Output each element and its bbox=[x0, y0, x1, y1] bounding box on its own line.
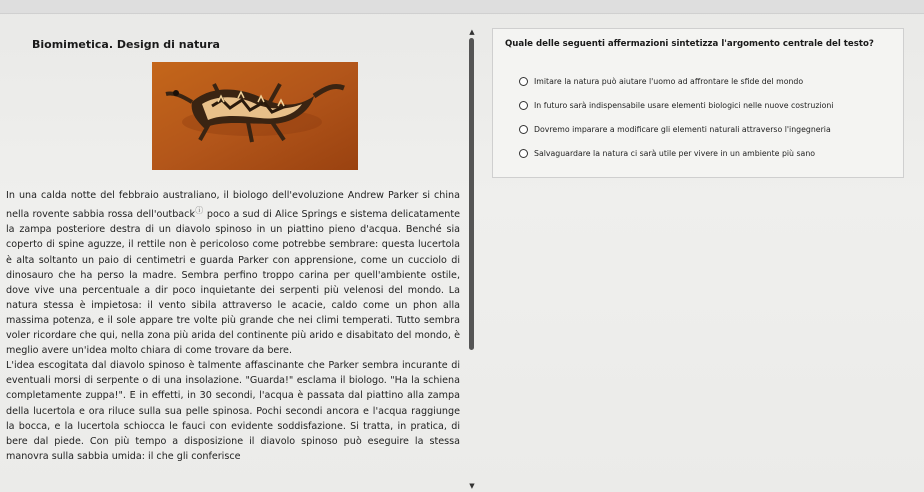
reading-scrollbar[interactable] bbox=[468, 28, 476, 492]
answer-option-1[interactable] bbox=[519, 69, 833, 93]
scrollbar-thumb[interactable] bbox=[469, 38, 474, 350]
thorny-devil-illustration bbox=[152, 62, 358, 170]
radio-button[interactable] bbox=[519, 125, 528, 134]
triangle-down-icon[interactable]: ▼ bbox=[469, 482, 475, 490]
answer-options bbox=[519, 69, 833, 165]
question-panel bbox=[492, 28, 904, 178]
thorny-devil-photo bbox=[152, 62, 358, 170]
radio-button[interactable] bbox=[519, 77, 528, 86]
reading-pane bbox=[0, 22, 472, 492]
top-toolbar-strip bbox=[0, 0, 924, 14]
answer-option-3[interactable] bbox=[519, 117, 833, 141]
answer-option-label: In futuro sarà indispensabile usare elementi biologici nelle nuove costruzioni bbox=[534, 100, 834, 110]
question-text: Quale delle seguenti affermazioni sintetizza l'argomento centrale del testo? bbox=[505, 39, 874, 49]
triangle-up-icon[interactable]: ▲ bbox=[469, 28, 475, 36]
article-text bbox=[6, 188, 460, 464]
reading-title: Biomimetica. Design di natura bbox=[32, 38, 220, 51]
paragraph-text: poco a sud di Alice Springs e sistema delicatamente la zampa posteriore destra di un diavolo spinoso in un piattino pieno d'acqua. Benché sia coperto di spine aguzze, il rettile non è pericoloso come potrebbe sembrare: questa lucertola è alta soltanto un paio di centimetri e guarda Parker con apprensione, come un cucciolo di dinosauro che ha perso la madre. Sembra perfino troppo carina per quell'ambiente ostile, dove vive una percentuale a dir poco inquietante dei serpenti più velenosi del mondo. La natura stessa è impietosa: il vento sibila attraverso le acacie, caldo come un phon alla massima potenza, e il sole appare tre volte più grande che nei climi temperati. Tutto sembra voler ricordare che qui, nella zona più arida del continente più arido e disabitato del mondo, è meglio avere un'idea molto chiara di come trovare da bere. bbox=[6, 209, 461, 357]
radio-button[interactable] bbox=[519, 101, 528, 110]
answer-option-4[interactable] bbox=[519, 141, 833, 165]
article-paragraph bbox=[6, 188, 460, 358]
info-circle-icon[interactable]: ⓘ bbox=[195, 206, 204, 216]
paragraph-text: In una calda notte del febbraio australiano, il biologo dell'evoluzione Andrew Parker si china nella rovente sabbia rossa dell' bbox=[6, 190, 460, 221]
answer-option-label: Dovremo imparare a modificare gli elementi naturali attraverso l'ingegneria bbox=[534, 124, 831, 134]
article-paragraph: L'idea escogitata dal diavolo spinoso è talmente affascinante che Parker sembra incurante di eventuali morsi di serpente o di una insolazione. "Guarda!" esclama il biologo. "Ha la schiena completamente zuppa!". E in effetti, in 30 secondi, l'acqua è passata dal piattino alla zampa della lucertola e ora riluce sulla sua pelle spinosa. Pochi secondi ancora e l'acqua raggiunge la bocca, e la lucertola schiocca le fauci con evidente soddisfazione. Si tratta, in pratica, di bere dal piede. Con più tempo a disposizione il diavolo spinoso può eseguire la stessa manovra sulla sabbia umida: il che gli conferisce bbox=[6, 360, 460, 462]
answer-option-label: Salvaguardare la natura ci sarà utile per vivere in un ambiente più sano bbox=[534, 148, 816, 158]
glossary-term[interactable]: outback bbox=[156, 209, 195, 221]
radio-button[interactable] bbox=[519, 149, 528, 158]
answer-option-label: Imitare la natura può aiutare l'uomo ad affrontare le sfide del mondo bbox=[534, 76, 804, 86]
answer-option-2[interactable] bbox=[519, 93, 833, 117]
